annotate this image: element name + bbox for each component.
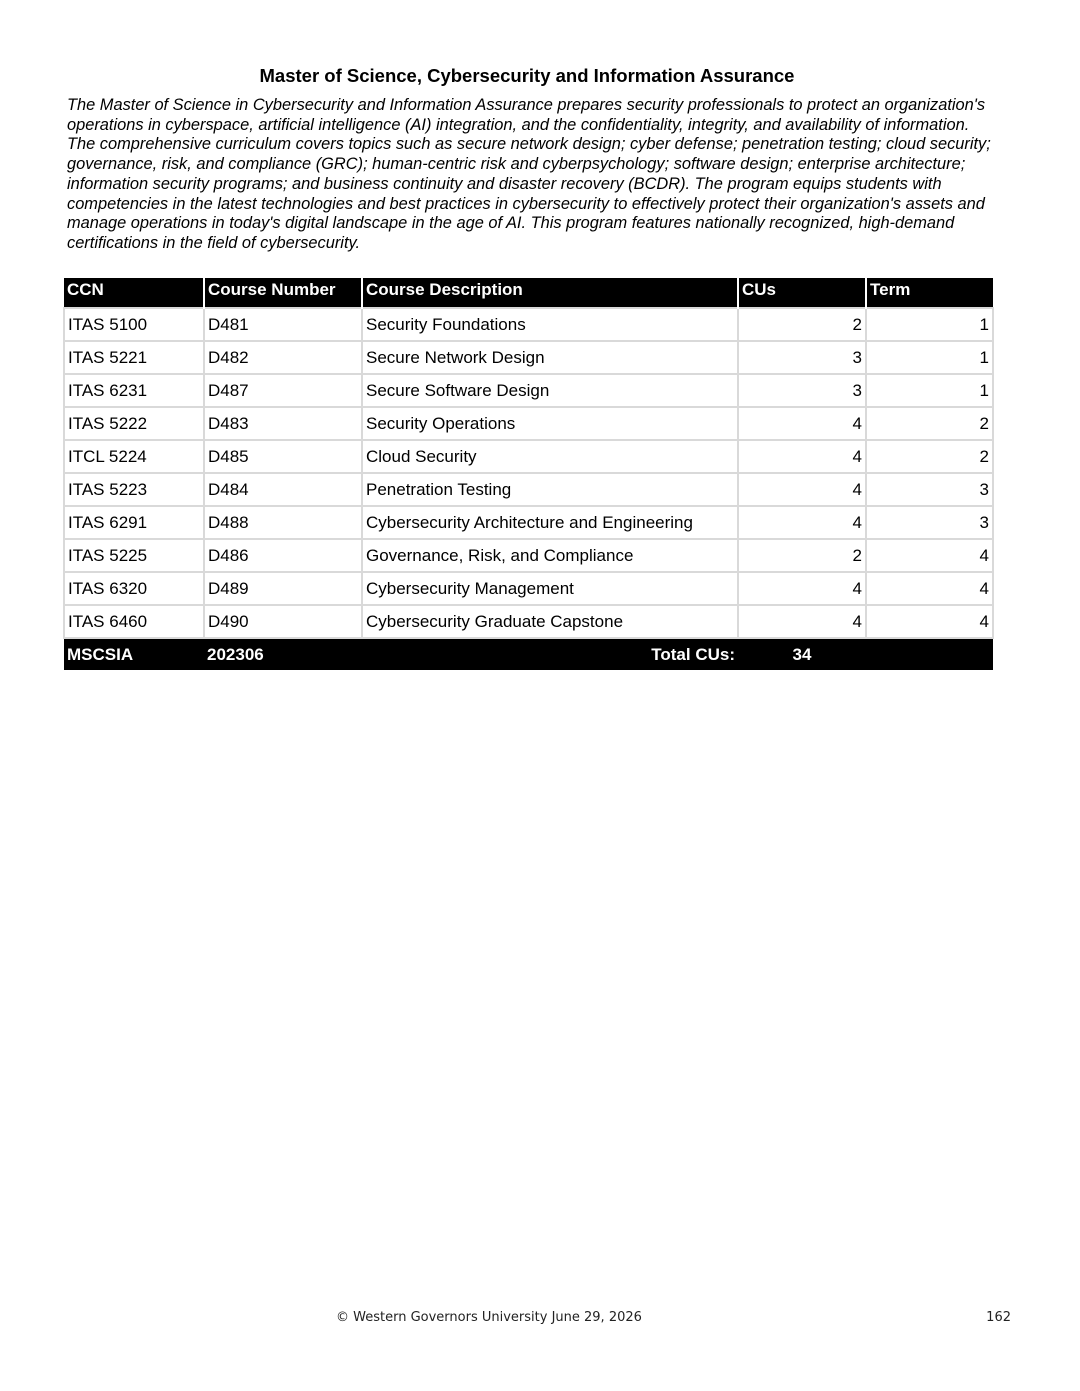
- cell-term: 4: [866, 572, 993, 605]
- page-number: 162: [986, 1310, 1011, 1325]
- table-row: [64, 374, 993, 407]
- cell-course-description: Cloud Security: [362, 440, 738, 473]
- cell-course-number: D487: [204, 374, 362, 407]
- cell-course-description: Cybersecurity Management: [362, 572, 738, 605]
- cell-course-number: D484: [204, 473, 362, 506]
- table-header-row: [64, 278, 993, 308]
- cell-course-number: D481: [204, 308, 362, 341]
- cell-term: 1: [866, 341, 993, 374]
- cell-course-description: Governance, Risk, and Compliance: [362, 539, 738, 572]
- header-term: Term: [866, 278, 993, 308]
- cell-ccn: ITAS 6231: [64, 374, 204, 407]
- cell-course-number: D482: [204, 341, 362, 374]
- cell-course-number: D485: [204, 440, 362, 473]
- cell-ccn: ITAS 5223: [64, 473, 204, 506]
- cell-term: 1: [866, 308, 993, 341]
- cell-term: 3: [866, 473, 993, 506]
- cell-course-number: D486: [204, 539, 362, 572]
- cell-term: 2: [866, 407, 993, 440]
- cell-ccn: ITAS 5225: [64, 539, 204, 572]
- table-row: [64, 605, 993, 638]
- cell-cus: 4: [738, 506, 866, 539]
- cell-cus: 3: [738, 374, 866, 407]
- cell-term: 2: [866, 440, 993, 473]
- cell-course-number: D483: [204, 407, 362, 440]
- program-code: MSCSIA: [64, 638, 204, 670]
- header-course-description: Course Description: [362, 278, 738, 308]
- cell-ccn: ITAS 5221: [64, 341, 204, 374]
- cell-ccn: ITAS 5100: [64, 308, 204, 341]
- cell-course-description: Security Operations: [362, 407, 738, 440]
- cell-cus: 2: [738, 539, 866, 572]
- table-row: [64, 341, 993, 374]
- program-description: The Master of Science in Cybersecurity and Information Assurance prepares security professionals to protect an organization's operations in cyberspace, artificial intelligence (AI) integration, and the confidentiality, integrity, and availability of information. The comprehensive curriculum covers topics such as secure network design; cyber defense; penetration testing; cloud security; governance, risk, and compliance (GRC); human-centric risk and cyberpsychology; software design; enterprise architecture; information security programs; and business continuity and disaster recovery (BCDR). The program equips students with competencies in the latest technologies and best practices in cybersecurity to effectively protect their organization's assets and manage operations in today's digital landscape in the age of AI. This program features nationally recognized, high-demand certifications in the field of cybersecurity.: [67, 96, 991, 252]
- cell-course-description: Penetration Testing: [362, 473, 738, 506]
- total-cus-label: Total CUs:: [362, 638, 738, 670]
- cell-course-description: Cybersecurity Graduate Capstone: [362, 605, 738, 638]
- table-row: [64, 440, 993, 473]
- cell-course-description: Secure Software Design: [362, 374, 738, 407]
- cell-term: 3: [866, 506, 993, 539]
- cell-course-number: D488: [204, 506, 362, 539]
- cell-ccn: ITAS 5222: [64, 407, 204, 440]
- table-row: [64, 473, 993, 506]
- cell-ccn: ITAS 6460: [64, 605, 204, 638]
- table-row: [64, 539, 993, 572]
- cell-term: 4: [866, 605, 993, 638]
- total-row-empty-cell: [866, 638, 993, 670]
- header-course-number: Course Number: [204, 278, 362, 308]
- course-table: [63, 278, 994, 670]
- cell-cus: 4: [738, 440, 866, 473]
- cell-cus: 3: [738, 341, 866, 374]
- page-title: Master of Science, Cybersecurity and Information Assurance: [259, 65, 795, 86]
- program-version: 202306: [204, 638, 362, 670]
- cell-course-number: D490: [204, 605, 362, 638]
- cell-cus: 4: [738, 407, 866, 440]
- cell-cus: 4: [738, 473, 866, 506]
- cell-cus: 4: [738, 572, 866, 605]
- total-cus-value: 34: [738, 638, 866, 670]
- cell-ccn: ITAS 6291: [64, 506, 204, 539]
- cell-cus: 4: [738, 605, 866, 638]
- table-row: [64, 572, 993, 605]
- table-row: [64, 407, 993, 440]
- cell-course-number: D489: [204, 572, 362, 605]
- footer-copyright: © Western Governors University June 29, 2026: [336, 1310, 642, 1325]
- table-row: [64, 506, 993, 539]
- cell-course-description: Cybersecurity Architecture and Engineering: [362, 506, 738, 539]
- cell-course-description: Secure Network Design: [362, 341, 738, 374]
- cell-term: 1: [866, 374, 993, 407]
- cell-term: 4: [866, 539, 993, 572]
- cell-course-description: Security Foundations: [362, 308, 738, 341]
- total-row: [64, 638, 993, 670]
- cell-cus: 2: [738, 308, 866, 341]
- header-ccn: CCN: [64, 278, 204, 308]
- header-cus: CUs: [738, 278, 866, 308]
- table-row: [64, 308, 993, 341]
- cell-ccn: ITAS 6320: [64, 572, 204, 605]
- cell-ccn: ITCL 5224: [64, 440, 204, 473]
